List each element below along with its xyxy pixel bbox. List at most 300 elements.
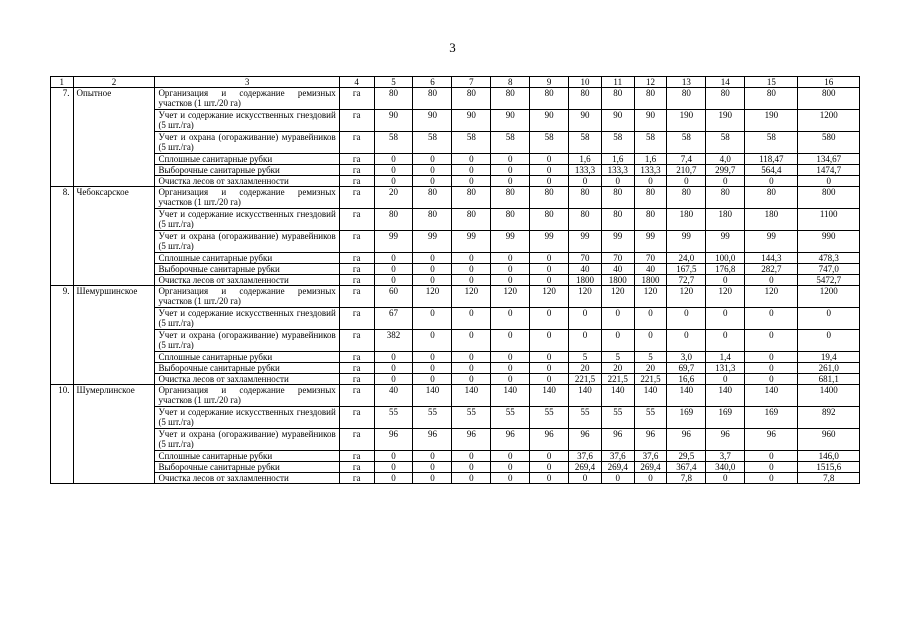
value-cell: 0 bbox=[745, 451, 798, 462]
value-cell: 80 bbox=[491, 209, 530, 231]
value-cell: 96 bbox=[452, 429, 491, 451]
value-cell: 0 bbox=[569, 330, 602, 352]
value-cell: 140 bbox=[601, 385, 634, 407]
value-cell: 0 bbox=[452, 451, 491, 462]
value-cell: 1400 bbox=[798, 385, 860, 407]
value-cell: 1515,6 bbox=[798, 462, 860, 473]
value-cell: 0 bbox=[413, 264, 452, 275]
measure-name: Очистка лесов от захламленности bbox=[155, 473, 339, 484]
column-header: 5 bbox=[374, 77, 413, 88]
value-cell: 90 bbox=[452, 110, 491, 132]
column-header: 14 bbox=[706, 77, 745, 88]
value-cell: 221,5 bbox=[569, 374, 602, 385]
value-cell: 0 bbox=[491, 374, 530, 385]
value-cell: 0 bbox=[452, 154, 491, 165]
value-cell: 16,6 bbox=[667, 374, 706, 385]
value-cell: 0 bbox=[413, 352, 452, 363]
value-cell: 140 bbox=[491, 385, 530, 407]
value-cell: 80 bbox=[374, 88, 413, 110]
value-cell: 0 bbox=[745, 473, 798, 484]
measure-name: Сплошные санитарные рубки bbox=[155, 451, 339, 462]
value-cell: 40 bbox=[601, 264, 634, 275]
table-row bbox=[51, 165, 860, 176]
value-cell: 1800 bbox=[569, 275, 602, 286]
value-cell: 120 bbox=[667, 286, 706, 308]
value-cell: 0 bbox=[413, 473, 452, 484]
unit-cell: га bbox=[339, 407, 374, 429]
value-cell: 70 bbox=[601, 253, 634, 264]
value-cell: 1800 bbox=[601, 275, 634, 286]
table-row bbox=[51, 462, 860, 473]
table-row bbox=[51, 363, 860, 374]
page-number: 3 bbox=[449, 40, 456, 55]
value-cell: 180 bbox=[667, 209, 706, 231]
value-cell: 70 bbox=[634, 253, 667, 264]
value-cell: 55 bbox=[530, 407, 569, 429]
value-cell: 7,4 bbox=[667, 154, 706, 165]
district-number: 9. bbox=[51, 286, 74, 385]
value-cell: 58 bbox=[634, 132, 667, 154]
value-cell: 70 bbox=[569, 253, 602, 264]
value-cell: 0 bbox=[413, 451, 452, 462]
value-cell: 0 bbox=[491, 363, 530, 374]
value-cell: 0 bbox=[706, 374, 745, 385]
value-cell: 99 bbox=[530, 231, 569, 253]
value-cell: 681,1 bbox=[798, 374, 860, 385]
value-cell: 80 bbox=[530, 187, 569, 209]
unit-cell: га bbox=[339, 132, 374, 154]
unit-cell: га bbox=[339, 165, 374, 176]
column-header: 12 bbox=[634, 77, 667, 88]
value-cell: 99 bbox=[667, 231, 706, 253]
value-cell: 180 bbox=[745, 209, 798, 231]
value-cell: 0 bbox=[491, 264, 530, 275]
unit-cell: га bbox=[339, 429, 374, 451]
value-cell: 80 bbox=[634, 88, 667, 110]
column-header: 7 bbox=[452, 77, 491, 88]
value-cell: 0 bbox=[374, 275, 413, 286]
value-cell: 5 bbox=[634, 352, 667, 363]
unit-cell: га bbox=[339, 253, 374, 264]
table-row bbox=[51, 231, 860, 253]
table-row bbox=[51, 132, 860, 154]
value-cell: 1,4 bbox=[706, 352, 745, 363]
value-cell: 990 bbox=[798, 231, 860, 253]
table-row bbox=[51, 352, 860, 363]
measure-name: Учет и охрана (огораживание) муравейников (5 шт./га) bbox=[155, 231, 339, 253]
value-cell: 96 bbox=[745, 429, 798, 451]
column-header: 4 bbox=[339, 77, 374, 88]
value-cell: 0 bbox=[452, 374, 491, 385]
value-cell: 0 bbox=[452, 176, 491, 187]
value-cell: 221,5 bbox=[634, 374, 667, 385]
value-cell: 0 bbox=[634, 176, 667, 187]
value-cell: 3,0 bbox=[667, 352, 706, 363]
unit-cell: га bbox=[339, 308, 374, 330]
table-row bbox=[51, 275, 860, 286]
value-cell: 29,5 bbox=[667, 451, 706, 462]
value-cell: 80 bbox=[634, 209, 667, 231]
value-cell: 0 bbox=[634, 308, 667, 330]
value-cell: 0 bbox=[452, 363, 491, 374]
value-cell: 0 bbox=[452, 275, 491, 286]
value-cell: 1200 bbox=[798, 286, 860, 308]
value-cell: 0 bbox=[601, 330, 634, 352]
value-cell: 55 bbox=[452, 407, 491, 429]
value-cell: 0 bbox=[491, 253, 530, 264]
value-cell: 20 bbox=[569, 363, 602, 374]
value-cell: 0 bbox=[374, 462, 413, 473]
value-cell: 96 bbox=[530, 429, 569, 451]
value-cell: 0 bbox=[413, 275, 452, 286]
value-cell: 118,47 bbox=[745, 154, 798, 165]
column-header: 13 bbox=[667, 77, 706, 88]
table-row bbox=[51, 88, 860, 110]
value-cell: 120 bbox=[452, 286, 491, 308]
value-cell: 0 bbox=[452, 352, 491, 363]
value-cell: 146,0 bbox=[798, 451, 860, 462]
value-cell: 80 bbox=[569, 88, 602, 110]
value-cell: 80 bbox=[667, 187, 706, 209]
value-cell: 134,67 bbox=[798, 154, 860, 165]
measure-name: Очистка лесов от захламленности bbox=[155, 176, 339, 187]
column-header: 16 bbox=[798, 77, 860, 88]
value-cell: 140 bbox=[530, 385, 569, 407]
value-cell: 0 bbox=[530, 253, 569, 264]
value-cell: 0 bbox=[745, 308, 798, 330]
value-cell: 0 bbox=[452, 473, 491, 484]
value-cell: 299,7 bbox=[706, 165, 745, 176]
value-cell: 0 bbox=[745, 176, 798, 187]
measure-name: Выборочные санитарные рубки bbox=[155, 363, 339, 374]
value-cell: 1,6 bbox=[601, 154, 634, 165]
value-cell: 80 bbox=[530, 209, 569, 231]
value-cell: 0 bbox=[491, 176, 530, 187]
measure-name: Очистка лесов от захламленности bbox=[155, 374, 339, 385]
value-cell: 1,6 bbox=[634, 154, 667, 165]
value-cell: 0 bbox=[530, 473, 569, 484]
value-cell: 80 bbox=[452, 187, 491, 209]
value-cell: 0 bbox=[374, 165, 413, 176]
value-cell: 99 bbox=[706, 231, 745, 253]
value-cell: 80 bbox=[530, 88, 569, 110]
value-cell: 96 bbox=[374, 429, 413, 451]
value-cell: 80 bbox=[634, 187, 667, 209]
column-header: 15 bbox=[745, 77, 798, 88]
measure-name: Учет и охрана (огораживание) муравейников (5 шт./га) bbox=[155, 330, 339, 352]
value-cell: 0 bbox=[745, 462, 798, 473]
table-row bbox=[51, 429, 860, 451]
table-row bbox=[51, 264, 860, 275]
unit-cell: га bbox=[339, 352, 374, 363]
value-cell: 58 bbox=[374, 132, 413, 154]
value-cell: 67 bbox=[374, 308, 413, 330]
value-cell: 1800 bbox=[634, 275, 667, 286]
measure-name: Очистка лесов от захламленности bbox=[155, 275, 339, 286]
column-header: 1 bbox=[51, 77, 74, 88]
value-cell: 169 bbox=[667, 407, 706, 429]
value-cell: 99 bbox=[374, 231, 413, 253]
table-row bbox=[51, 209, 860, 231]
unit-cell: га bbox=[339, 374, 374, 385]
unit-cell: га bbox=[339, 275, 374, 286]
column-header: 10 bbox=[569, 77, 602, 88]
value-cell: 190 bbox=[706, 110, 745, 132]
table-row bbox=[51, 374, 860, 385]
value-cell: 96 bbox=[491, 429, 530, 451]
table-row bbox=[51, 176, 860, 187]
value-cell: 120 bbox=[491, 286, 530, 308]
value-cell: 120 bbox=[530, 286, 569, 308]
measure-name: Учет и содержание искусственных гнездовий (5 шт./га) bbox=[155, 407, 339, 429]
value-cell: 0 bbox=[745, 352, 798, 363]
value-cell: 269,4 bbox=[634, 462, 667, 473]
value-cell: 0 bbox=[530, 264, 569, 275]
value-cell: 167,5 bbox=[667, 264, 706, 275]
value-cell: 96 bbox=[667, 429, 706, 451]
value-cell: 133,3 bbox=[601, 165, 634, 176]
value-cell: 80 bbox=[374, 209, 413, 231]
value-cell: 0 bbox=[530, 308, 569, 330]
district-name: Опытное bbox=[73, 88, 155, 187]
value-cell: 80 bbox=[413, 209, 452, 231]
value-cell: 0 bbox=[491, 308, 530, 330]
value-cell: 80 bbox=[491, 187, 530, 209]
district-name: Чебоксарское bbox=[73, 187, 155, 286]
value-cell: 261,0 bbox=[798, 363, 860, 374]
value-cell: 892 bbox=[798, 407, 860, 429]
value-cell: 100,0 bbox=[706, 253, 745, 264]
value-cell: 221,5 bbox=[601, 374, 634, 385]
value-cell: 140 bbox=[634, 385, 667, 407]
unit-cell: га bbox=[339, 385, 374, 407]
value-cell: 0 bbox=[745, 330, 798, 352]
value-cell: 1100 bbox=[798, 209, 860, 231]
value-cell: 96 bbox=[634, 429, 667, 451]
unit-cell: га bbox=[339, 231, 374, 253]
unit-cell: га bbox=[339, 154, 374, 165]
value-cell: 69,7 bbox=[667, 363, 706, 374]
value-cell: 0 bbox=[634, 330, 667, 352]
value-cell: 0 bbox=[601, 308, 634, 330]
value-cell: 80 bbox=[706, 88, 745, 110]
value-cell: 120 bbox=[706, 286, 745, 308]
value-cell: 58 bbox=[569, 132, 602, 154]
value-cell: 0 bbox=[491, 165, 530, 176]
value-cell: 120 bbox=[569, 286, 602, 308]
column-header: 3 bbox=[155, 77, 339, 88]
value-cell: 80 bbox=[413, 88, 452, 110]
value-cell: 0 bbox=[530, 462, 569, 473]
measure-name: Сплошные санитарные рубки bbox=[155, 253, 339, 264]
value-cell: 0 bbox=[413, 253, 452, 264]
measure-name: Учет и содержание искусственных гнездовий (5 шт./га) bbox=[155, 308, 339, 330]
value-cell: 90 bbox=[491, 110, 530, 132]
value-cell: 0 bbox=[706, 330, 745, 352]
measure-name: Организация и содержание ремизных участков (1 шт./20 га) bbox=[155, 88, 339, 110]
value-cell: 367,4 bbox=[667, 462, 706, 473]
value-cell: 0 bbox=[569, 308, 602, 330]
unit-cell: га bbox=[339, 363, 374, 374]
value-cell: 0 bbox=[530, 176, 569, 187]
column-header: 6 bbox=[413, 77, 452, 88]
unit-cell: га bbox=[339, 88, 374, 110]
district-number: 7. bbox=[51, 88, 74, 187]
unit-cell: га bbox=[339, 209, 374, 231]
value-cell: 0 bbox=[491, 330, 530, 352]
measure-name: Учет и охрана (огораживание) муравейников (5 шт./га) bbox=[155, 132, 339, 154]
table-row bbox=[51, 330, 860, 352]
value-cell: 0 bbox=[706, 308, 745, 330]
value-cell: 58 bbox=[706, 132, 745, 154]
district-number: 8. bbox=[51, 187, 74, 286]
value-cell: 0 bbox=[413, 154, 452, 165]
value-cell: 0 bbox=[413, 462, 452, 473]
value-cell: 0 bbox=[374, 363, 413, 374]
value-cell: 140 bbox=[452, 385, 491, 407]
column-header: 2 bbox=[73, 77, 155, 88]
value-cell: 80 bbox=[452, 209, 491, 231]
value-cell: 564,4 bbox=[745, 165, 798, 176]
value-cell: 0 bbox=[413, 165, 452, 176]
value-cell: 800 bbox=[798, 88, 860, 110]
value-cell: 80 bbox=[452, 88, 491, 110]
value-cell: 80 bbox=[667, 88, 706, 110]
value-cell: 58 bbox=[745, 132, 798, 154]
value-cell: 0 bbox=[569, 176, 602, 187]
value-cell: 0 bbox=[530, 330, 569, 352]
table-row bbox=[51, 407, 860, 429]
value-cell: 0 bbox=[452, 264, 491, 275]
table-row bbox=[51, 187, 860, 209]
value-cell: 37,6 bbox=[569, 451, 602, 462]
value-cell: 80 bbox=[413, 187, 452, 209]
value-cell: 0 bbox=[667, 176, 706, 187]
value-cell: 0 bbox=[667, 308, 706, 330]
value-cell: 0 bbox=[374, 451, 413, 462]
unit-cell: га bbox=[339, 110, 374, 132]
value-cell: 0 bbox=[745, 374, 798, 385]
value-cell: 140 bbox=[706, 385, 745, 407]
value-cell: 0 bbox=[667, 330, 706, 352]
value-cell: 7,8 bbox=[667, 473, 706, 484]
value-cell: 80 bbox=[601, 88, 634, 110]
value-cell: 0 bbox=[745, 275, 798, 286]
table-row bbox=[51, 473, 860, 484]
value-cell: 80 bbox=[569, 209, 602, 231]
value-cell: 96 bbox=[413, 429, 452, 451]
value-cell: 99 bbox=[634, 231, 667, 253]
value-cell: 0 bbox=[530, 275, 569, 286]
measure-name: Учет и содержание искусственных гнездовий (5 шт./га) bbox=[155, 110, 339, 132]
value-cell: 0 bbox=[530, 374, 569, 385]
unit-cell: га bbox=[339, 451, 374, 462]
unit-cell: га bbox=[339, 473, 374, 484]
value-cell: 3,7 bbox=[706, 451, 745, 462]
value-cell: 0 bbox=[530, 165, 569, 176]
value-cell: 0 bbox=[491, 352, 530, 363]
measure-name: Выборочные санитарные рубки bbox=[155, 165, 339, 176]
table-row bbox=[51, 110, 860, 132]
value-cell: 20 bbox=[374, 187, 413, 209]
value-cell: 0 bbox=[374, 154, 413, 165]
value-cell: 55 bbox=[491, 407, 530, 429]
value-cell: 269,4 bbox=[601, 462, 634, 473]
value-cell: 99 bbox=[413, 231, 452, 253]
value-cell: 120 bbox=[413, 286, 452, 308]
value-cell: 800 bbox=[798, 187, 860, 209]
value-cell: 60 bbox=[374, 286, 413, 308]
value-cell: 37,6 bbox=[634, 451, 667, 462]
value-cell: 190 bbox=[667, 110, 706, 132]
value-cell: 72,7 bbox=[667, 275, 706, 286]
value-cell: 0 bbox=[452, 253, 491, 264]
district-name: Шемуршинское bbox=[73, 286, 155, 385]
measure-name: Организация и содержание ремизных участков (1 шт./20 га) bbox=[155, 385, 339, 407]
value-cell: 0 bbox=[491, 275, 530, 286]
value-cell: 960 bbox=[798, 429, 860, 451]
value-cell: 282,7 bbox=[745, 264, 798, 275]
value-cell: 90 bbox=[374, 110, 413, 132]
value-cell: 0 bbox=[530, 352, 569, 363]
header-row bbox=[51, 77, 860, 88]
district-number: 10. bbox=[51, 385, 74, 484]
value-cell: 0 bbox=[491, 462, 530, 473]
value-cell: 4,0 bbox=[706, 154, 745, 165]
value-cell: 580 bbox=[798, 132, 860, 154]
unit-cell: га bbox=[339, 330, 374, 352]
value-cell: 0 bbox=[798, 176, 860, 187]
value-cell: 169 bbox=[745, 407, 798, 429]
value-cell: 80 bbox=[601, 209, 634, 231]
value-cell: 99 bbox=[452, 231, 491, 253]
value-cell: 58 bbox=[667, 132, 706, 154]
value-cell: 55 bbox=[569, 407, 602, 429]
value-cell: 80 bbox=[569, 187, 602, 209]
value-cell: 19,4 bbox=[798, 352, 860, 363]
value-cell: 0 bbox=[530, 363, 569, 374]
value-cell: 96 bbox=[569, 429, 602, 451]
value-cell: 40 bbox=[634, 264, 667, 275]
value-cell: 80 bbox=[706, 187, 745, 209]
value-cell: 1,6 bbox=[569, 154, 602, 165]
column-header: 11 bbox=[601, 77, 634, 88]
value-cell: 1474,7 bbox=[798, 165, 860, 176]
table-row bbox=[51, 308, 860, 330]
value-cell: 0 bbox=[798, 330, 860, 352]
value-cell: 0 bbox=[601, 473, 634, 484]
value-cell: 0 bbox=[601, 176, 634, 187]
value-cell: 140 bbox=[569, 385, 602, 407]
value-cell: 120 bbox=[745, 286, 798, 308]
value-cell: 24,0 bbox=[667, 253, 706, 264]
value-cell: 140 bbox=[413, 385, 452, 407]
value-cell: 20 bbox=[634, 363, 667, 374]
value-cell: 80 bbox=[745, 187, 798, 209]
value-cell: 133,3 bbox=[569, 165, 602, 176]
value-cell: 0 bbox=[413, 330, 452, 352]
value-cell: 0 bbox=[491, 451, 530, 462]
district-name: Шумерлинское bbox=[73, 385, 155, 484]
value-cell: 0 bbox=[706, 473, 745, 484]
value-cell: 0 bbox=[452, 462, 491, 473]
value-cell: 99 bbox=[601, 231, 634, 253]
value-cell: 190 bbox=[745, 110, 798, 132]
value-cell: 120 bbox=[601, 286, 634, 308]
value-cell: 0 bbox=[374, 473, 413, 484]
value-cell: 0 bbox=[530, 154, 569, 165]
table-row bbox=[51, 286, 860, 308]
